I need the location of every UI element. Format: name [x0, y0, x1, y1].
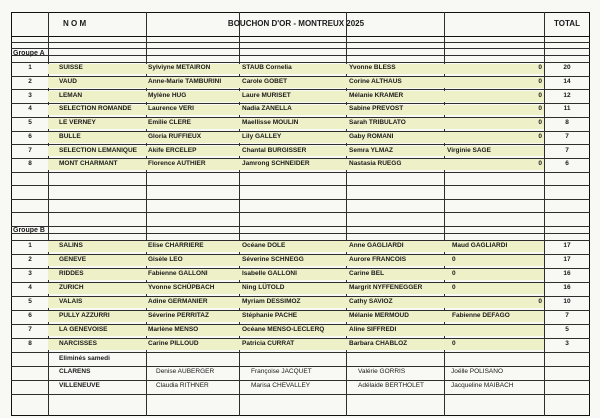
player-2: Jamrong SCHNEIDER — [242, 160, 310, 168]
player-1: Carine PILLOUD — [148, 340, 199, 348]
team-name: MONT CHARMANT — [59, 160, 118, 168]
group-b-title: Groupe B — [13, 226, 45, 234]
player-3: Mélanie KRAMER — [349, 91, 404, 99]
eliminated-team: VILLENEUVE — [59, 382, 100, 390]
player-3: Semra YLMAZ — [349, 146, 393, 154]
team-name: ZURICH — [59, 284, 84, 292]
player-1: Gisèle LEO — [148, 256, 183, 264]
results-sheet — [11, 12, 590, 416]
team-total: 3 — [565, 340, 569, 348]
eliminated-team: CLARENS — [59, 368, 91, 376]
team-name: VAUD — [59, 78, 77, 86]
player-2: Carole GOBET — [242, 78, 288, 86]
team-total: 20 — [563, 64, 571, 72]
row-highlight — [48, 339, 544, 350]
page-title: BOUCHON D'OR - MONTREUX 2025 — [227, 19, 365, 28]
player-2: STAUB Cornelia — [242, 64, 292, 72]
team-total: 17 — [563, 256, 571, 264]
team-name: RIDDES — [59, 270, 84, 278]
eliminated-player-1: Claudia RITHNER — [156, 382, 209, 390]
player-3: Cathy SAVIOZ — [349, 298, 393, 306]
player-3: Aurore FRANCOIS — [349, 256, 407, 264]
player-1: Emilie CLERE — [148, 119, 191, 127]
team-name: LEMAN — [59, 91, 83, 99]
eliminated-player-2: Françoise JACQUET — [251, 368, 312, 376]
team-total: 14 — [563, 78, 571, 86]
rank-number: 7 — [28, 326, 32, 334]
player-4: 0 — [452, 270, 456, 278]
team-total: 5 — [565, 326, 569, 334]
score-zero: 0 — [538, 160, 542, 168]
player-1: Yvonne SCHÜPBACH — [148, 284, 215, 292]
header-nom: N O M — [63, 19, 87, 28]
player-1: Gloria RUFFIEUX — [148, 132, 202, 140]
team-total: 7 — [565, 312, 569, 320]
rank-number: 5 — [28, 119, 32, 127]
rank-number: 1 — [28, 242, 32, 250]
team-name: SELECTION ROMANDE — [59, 105, 132, 113]
team-total: 10 — [563, 298, 571, 306]
team-name: VALAIS — [59, 298, 83, 306]
rank-number: 2 — [28, 256, 32, 264]
player-3: Yvonne BLESS — [349, 64, 396, 72]
team-name: GENEVE — [59, 256, 87, 264]
score-zero: 0 — [538, 105, 542, 113]
eliminated-player-3: Adélaide BERTHOLET — [358, 382, 424, 390]
player-2: Océane DOLE — [242, 242, 286, 250]
team-total: 12 — [563, 91, 571, 99]
team-name: NARCISSES — [59, 340, 97, 348]
player-4: 0 — [452, 284, 456, 292]
player-1: Séverine PERRITAZ — [148, 312, 209, 320]
player-4: Virginie SAGE — [447, 146, 491, 154]
rank-number: 8 — [28, 340, 32, 348]
team-total: 17 — [563, 242, 571, 250]
header-total: TOTAL — [554, 19, 580, 28]
player-2: Nadia ZANELLA — [242, 105, 292, 113]
player-2: Myriam DESSIMOZ — [242, 298, 301, 306]
player-1: Anne-Marie TAMBURINI — [148, 78, 222, 86]
team-name: SELECTION LEMANIQUE — [59, 146, 138, 154]
row-highlight — [48, 132, 544, 143]
player-3: Margrit NYFFENEGGER — [349, 284, 423, 292]
eliminated-title: Eliminés samedi — [59, 354, 110, 362]
player-2: Séverine SCHNEGG — [242, 256, 304, 264]
player-4: Fabienne DEFAGO — [452, 312, 510, 320]
score-zero: 0 — [538, 132, 542, 140]
team-name: SUISSE — [59, 64, 83, 72]
player-4: 0 — [452, 340, 456, 348]
player-2: Stéphanie PACHE — [242, 312, 298, 320]
team-total: 7 — [565, 132, 569, 140]
team-name: LA GENEVOISE — [59, 326, 108, 334]
score-zero: 0 — [538, 298, 542, 306]
player-2: Laure MURISET — [242, 91, 291, 99]
player-2: Ning LÜTOLD — [242, 284, 285, 292]
team-total: 8 — [565, 119, 569, 127]
player-4: Maud GAGLIARDI — [452, 242, 508, 250]
team-name: SALINS — [59, 242, 83, 250]
score-zero: 0 — [538, 78, 542, 86]
player-1: Florence AUTHIER — [148, 160, 206, 168]
player-3: Mélanie MERMOUD — [349, 312, 409, 320]
rank-number: 5 — [28, 298, 32, 306]
player-2: Patricia CURRAT — [242, 340, 295, 348]
player-1: Laurence VERI — [148, 105, 194, 113]
team-name: LE VERNEY — [59, 119, 96, 127]
rank-number: 4 — [28, 105, 32, 113]
player-3: Barbara CHABLOZ — [349, 340, 408, 348]
player-2: Chantal BURGISSER — [242, 146, 307, 154]
rank-number: 6 — [28, 132, 32, 140]
eliminated-player-1: Denise AUBERGER — [156, 368, 215, 376]
row-highlight — [48, 77, 544, 88]
rank-number: 2 — [28, 78, 32, 86]
player-2: Lily GALLEY — [242, 132, 282, 140]
player-3: Carine BEL — [349, 270, 385, 278]
player-3: Sarah TRIBULATO — [349, 119, 406, 127]
rank-number: 6 — [28, 312, 32, 320]
score-zero: 0 — [538, 119, 542, 127]
player-2: Océane MENSO-LECLERQ — [242, 326, 325, 334]
team-total: 6 — [565, 160, 569, 168]
player-2: Maellisse MOULIN — [242, 119, 299, 127]
player-3: Corine ALTHAUS — [349, 78, 402, 86]
rank-number: 3 — [28, 270, 32, 278]
rank-number: 7 — [28, 146, 32, 154]
player-4: 0 — [452, 256, 456, 264]
player-1: Akife ERCELEP — [148, 146, 197, 154]
player-2: Isabelle GALLONI — [242, 270, 297, 278]
team-name: BULLE — [59, 132, 81, 140]
rank-number: 1 — [28, 64, 32, 72]
player-3: Anne GAGLIARDI — [349, 242, 404, 250]
team-total: 16 — [563, 284, 571, 292]
eliminated-player-3: Valérie GORRIS — [358, 368, 406, 376]
score-zero: 0 — [538, 91, 542, 99]
rank-number: 4 — [28, 284, 32, 292]
team-total: 7 — [565, 146, 569, 154]
eliminated-player-4: Joëlle POLISANO — [451, 368, 504, 376]
team-name: PULLY AZZURRI — [59, 312, 110, 320]
player-3: Sabine PREVOST — [349, 105, 404, 113]
rank-number: 3 — [28, 91, 32, 99]
group-a-title: Groupe A — [13, 49, 45, 57]
team-total: 16 — [563, 270, 571, 278]
team-total: 11 — [563, 105, 571, 113]
row-highlight — [48, 283, 544, 294]
player-3: Aline SIFFREDI — [349, 326, 397, 334]
eliminated-player-4: Jacqueline MAIBACH — [451, 382, 514, 390]
player-3: Gaby ROMANI — [349, 132, 394, 140]
score-zero: 0 — [538, 64, 542, 72]
player-3: Nastasia RUEGG — [349, 160, 402, 168]
row-highlight — [48, 64, 544, 75]
rank-number: 8 — [28, 160, 32, 168]
player-1: Elise CHARRIERE — [148, 242, 204, 250]
player-1: Fabienne GALLONI — [148, 270, 208, 278]
player-1: Mylène HUG — [148, 91, 187, 99]
player-1: Sylviyne METAIRON — [148, 64, 211, 72]
eliminated-player-2: Marisa CHEVALLEY — [251, 382, 311, 390]
player-1: Adine GERMANIER — [148, 298, 208, 306]
player-1: Marlène MENSO — [148, 326, 199, 334]
row-highlight — [48, 91, 544, 102]
